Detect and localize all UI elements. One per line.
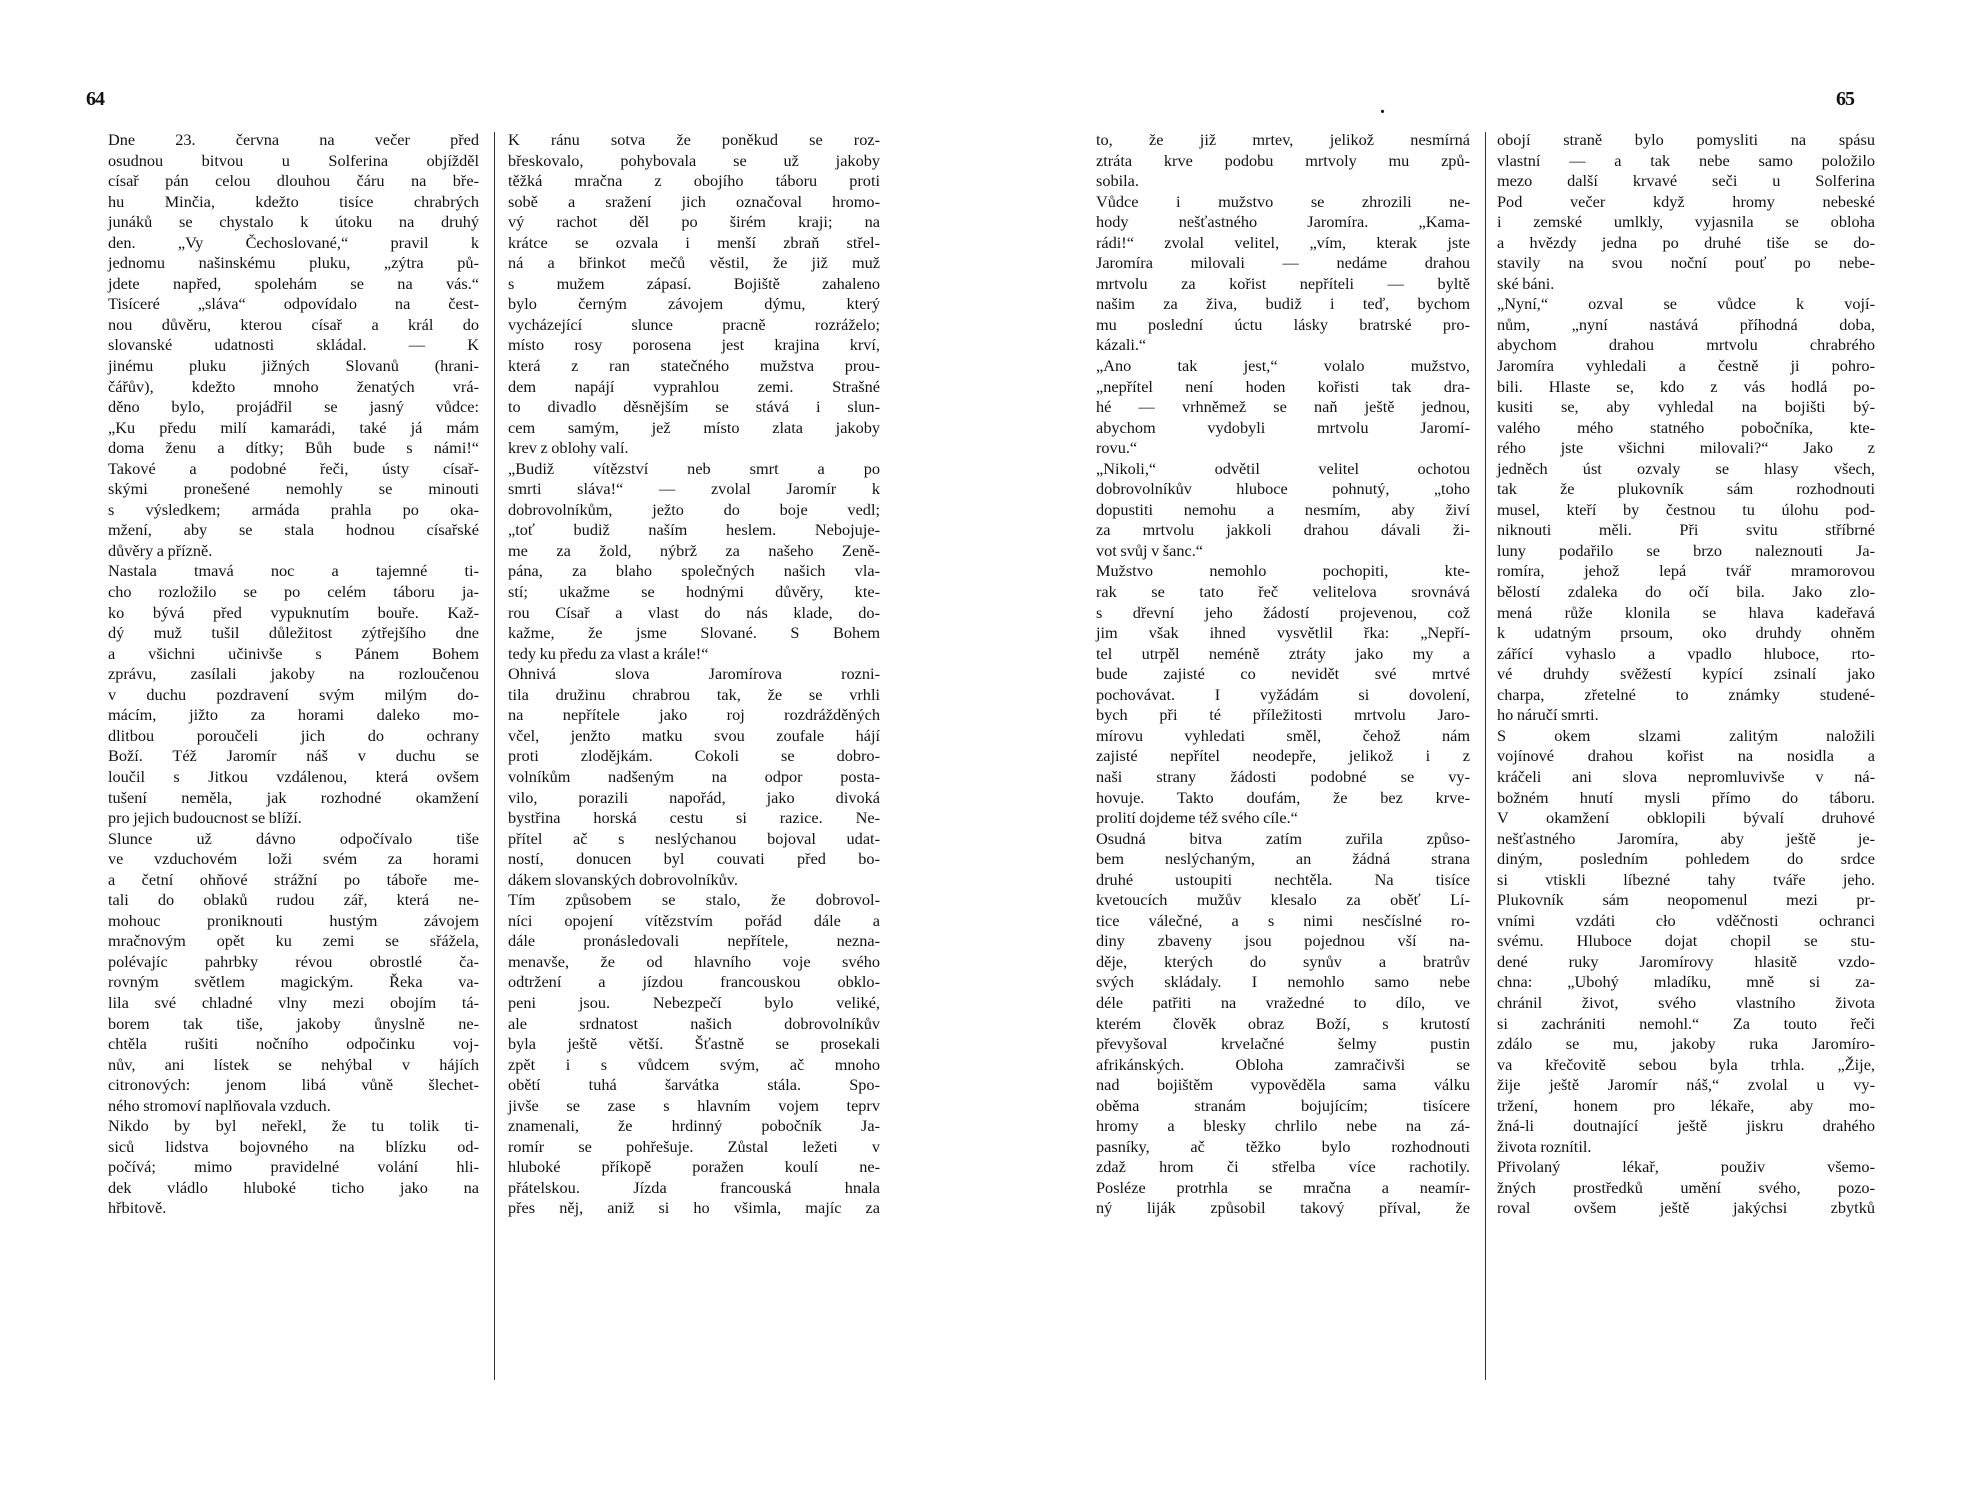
text-line: za mrtvolu jakkoli drahou dávali ži- bbox=[1096, 520, 1470, 540]
text-line: ho náručí smrti. bbox=[1497, 705, 1599, 725]
text-line: mžení, aby se stala hodnou císařské bbox=[108, 520, 479, 540]
text-line: místo rosy porosena jest krajina krví, bbox=[508, 335, 880, 355]
text-line: hé — vrhněmež se naň ještě jednou, bbox=[1096, 397, 1470, 417]
text-line: hluboké příkopě poražen koulí ne- bbox=[508, 1157, 880, 1177]
text-line: ností, donucen byl couvati před bo- bbox=[508, 849, 880, 869]
text-line: tila družinu chrabrou tak, že se vrhli bbox=[508, 684, 880, 704]
text-line: kázali.“ bbox=[1096, 335, 1147, 355]
text-line: ko bývá před vypuknutím bouře. Kaž- bbox=[108, 602, 479, 622]
text-line: božném hnutí mysli přímo do táboru. bbox=[1497, 787, 1875, 807]
text-line: nou důvěru, kterou císař a král do bbox=[108, 314, 479, 334]
text-line: romír se pohřešuje. Zůstal ležeti v bbox=[508, 1136, 880, 1156]
text-line: vními vzdáti cło vděčnosti ochranci bbox=[1497, 910, 1875, 930]
text-line: žných prostředků umění svého, pozo- bbox=[1497, 1177, 1875, 1197]
text-line: s mužem zápasí. Bojiště zahaleno bbox=[508, 273, 880, 293]
text-line: Osudná bitva zatím zuřila způso- bbox=[1096, 828, 1470, 848]
text-line: niknouti měli. Při svitu stříbrné bbox=[1497, 520, 1875, 540]
text-line: musel, kteří by čestnou tu úlohu pod- bbox=[1497, 499, 1875, 519]
text-line: osudnou bitvou u Solferina objížděl bbox=[108, 150, 479, 170]
text-line: tali do oblaků rudou zář, která ne- bbox=[108, 890, 479, 910]
text-line: Nastala tmavá noc a tajemné ti- bbox=[108, 561, 479, 581]
text-line: chtěla rušiti nočního odpočinku voj- bbox=[108, 1034, 479, 1054]
text-line: dobrovolníkům, ježto do boje vedl; bbox=[508, 499, 880, 519]
text-line: bylo černým závojem dýmu, který bbox=[508, 294, 880, 314]
text-line: Dne 23. června na večer před bbox=[108, 130, 479, 149]
text-line: ného stromoví naplňovala vzduch. bbox=[108, 1095, 331, 1115]
text-line: „nepřítel není hoden kořisti tak dra- bbox=[1096, 376, 1470, 396]
text-line: rovným světlem magickým. Řeka va- bbox=[108, 972, 479, 992]
text-line: tel utrpěl neméně ztráty jako my a bbox=[1096, 643, 1470, 663]
text-line: dý muž tušil důležitost zýtřejšího dne bbox=[108, 623, 479, 643]
text-line: císař pán celou dlouhou čáru na bře- bbox=[108, 171, 479, 191]
text-line: abychom vydobyli mrtvolu Jaromí- bbox=[1096, 417, 1470, 437]
text-line: zajisté nepřítel neodepře, jelikož i z bbox=[1096, 746, 1470, 766]
text-line: druhé ustoupiti nechtěla. Na tisíce bbox=[1096, 869, 1470, 889]
text-line: pro jejich budoucnost se blíží. bbox=[108, 808, 302, 828]
text-line: zdaž hrom či střelba více rachotily. bbox=[1096, 1157, 1470, 1177]
text-line: hody nešťastného Jaromíra. „Kama- bbox=[1096, 212, 1470, 232]
text-line: junáků se chystalo k útoku na druhý bbox=[108, 212, 479, 232]
text-line: nům, „nyní nastává příhodná doba, bbox=[1497, 314, 1875, 334]
text-line: cem samým, jež místo zlata jakoby bbox=[508, 417, 880, 437]
text-line: obětí tuhá šarvátka stála. Spo- bbox=[508, 1075, 880, 1095]
text-line: dopustiti nemohu a nesmím, aby živí bbox=[1096, 499, 1470, 519]
text-line: doma ženu a dítky; Bůh bude s námi!“ bbox=[108, 438, 479, 458]
text-line: kusiti se, aby vyhledal na bojišti bý- bbox=[1497, 397, 1875, 417]
text-line: tedy ku předu za vlast a krále!“ bbox=[508, 643, 709, 663]
text-line: počívá; mimo pravidelné volání hli- bbox=[108, 1157, 479, 1177]
text-line: děno bylo, projádřil se jasný vůdce: bbox=[108, 397, 479, 417]
text-line: mírovu vyhledati směl, čehož nám bbox=[1096, 725, 1470, 745]
text-line: siců lidstva bojovného na blízku od- bbox=[108, 1136, 479, 1156]
text-line: Mužstvo nemohlo pochopiti, kte- bbox=[1096, 561, 1470, 581]
text-line: S okem slzami zalitým naložili bbox=[1497, 725, 1875, 745]
text-line: jim však ihned vysvětlil řka: „Nepří- bbox=[1096, 623, 1470, 643]
text-line: byla ještě větší. Šťastně se prosekali bbox=[508, 1034, 880, 1054]
text-line: jedněch úst ozvaly se hlasy všech, bbox=[1497, 458, 1875, 478]
text-line: zdálo se mu, jakoby ruka Jaromíro- bbox=[1497, 1034, 1875, 1054]
text-line: přátelskou. Jízda francouská hnala bbox=[508, 1177, 880, 1197]
text-line: zářící vyhaslo a vpadlo hluboce, rto- bbox=[1497, 643, 1875, 663]
text-line: Tím způsobem se stalo, že dobrovol- bbox=[508, 890, 880, 910]
text-line: dem napájí vyprahlou zemi. Strašné bbox=[508, 376, 880, 396]
text-line: a hvězdy jedna po druhé tiše se do- bbox=[1497, 232, 1875, 252]
text-line: kterém člověk obraz Boží, s krutostí bbox=[1096, 1013, 1470, 1033]
text-line: tušení neměla, jak rozhodné okamžení bbox=[108, 787, 479, 807]
text-line: nův, ani lístek se nehýbal v hájích bbox=[108, 1054, 479, 1074]
text-line: mohouc proniknouti hustým závojem bbox=[108, 910, 479, 930]
text-line: sobila. bbox=[1096, 171, 1139, 191]
text-line: skými pronešené nemohly se minouti bbox=[108, 479, 479, 499]
right-page-number: 65 bbox=[1836, 88, 1854, 110]
text-line: mácím, jižto za horami daleko mo- bbox=[108, 705, 479, 725]
text-line: a četní ohňové strážní po táboře me- bbox=[108, 869, 479, 889]
text-line: pána, za blaho společných našich vla- bbox=[508, 561, 880, 581]
text-line: svých skládaly. I nemohlo samo nebe bbox=[1096, 972, 1470, 992]
text-line: jivše se zase s hlavním vojem teprv bbox=[508, 1095, 880, 1115]
text-line: a všichni učinivše s Pánem Bohem bbox=[108, 643, 479, 663]
text-line: Ohnivá slova Jaromírova rozni- bbox=[508, 664, 880, 684]
text-line: vilo, porazili napořád, jako divoká bbox=[508, 787, 880, 807]
text-line: Posléze protrhla se mračna a neamír- bbox=[1096, 1177, 1470, 1197]
text-line: rádi!“ zvolal velitel, „vím, kterak jste bbox=[1096, 232, 1470, 252]
text-line: mrtvolu za kořist nepříteli — byltě bbox=[1096, 273, 1470, 293]
text-line: bych při té příležitosti mrtvolu Jaro- bbox=[1096, 705, 1470, 725]
text-line: ale srdnatost našich dobrovolníkův bbox=[508, 1013, 880, 1033]
text-line: „Nyní,“ ozval se vůdce k vojí- bbox=[1497, 294, 1875, 314]
text-line: mračnovým opět ku zemi se sřážela, bbox=[108, 931, 479, 951]
text-line: lila své chladné vlny mezi obojím tá- bbox=[108, 992, 479, 1012]
text-line: ný liják způsobil takový příval, že bbox=[1096, 1198, 1470, 1218]
text-line: Slunce už dávno odpočívalo tiše bbox=[108, 828, 479, 848]
text-line: abychom drahou mrtvolu chrabrého bbox=[1497, 335, 1875, 355]
text-line: déle patřiti na vražedné to dílo, ve bbox=[1096, 992, 1470, 1012]
text-line: chna: „Ubohý mladíku, mně si za- bbox=[1497, 972, 1875, 992]
text-line: čářův), kdežto mnoho ženatých vrá- bbox=[108, 376, 479, 396]
text-line: převyšoval krvelačné šelmy pustin bbox=[1096, 1034, 1470, 1054]
text-line: níci opojení vítězstvím pořád dále a bbox=[508, 910, 880, 930]
text-line: bem neslýchaným, an žádná strana bbox=[1096, 849, 1470, 869]
text-line: Jaromíra vyhledali a čestně ji pohro- bbox=[1497, 356, 1875, 376]
text-line: naši strany žádosti podobné se vy- bbox=[1096, 766, 1470, 786]
text-line: tak že plukovník sám rozhodnouti bbox=[1497, 479, 1875, 499]
text-line: s výsledkem; armáda prahla po oka- bbox=[108, 499, 479, 519]
text-line: den. „Vy Čechoslované,“ pravil k bbox=[108, 232, 479, 252]
text-line: nešťastného Jaromíra, aby ještě je- bbox=[1497, 828, 1875, 848]
text-line: borem tak tiše, jakoby ůnyslně ne- bbox=[108, 1013, 479, 1033]
text-line: „toť budiž naším heslem. Nebojuje- bbox=[508, 520, 880, 540]
text-line: rovu.“ bbox=[1096, 438, 1138, 458]
text-line: v duchu pozdravení svým milým do- bbox=[108, 684, 479, 704]
text-line: Nikdo by byl neřekl, že tu tolik ti- bbox=[108, 1116, 479, 1136]
text-line: svému. Hluboce dojat chopil se stu- bbox=[1497, 931, 1875, 951]
text-line: našim za živa, budiž i teď, bychom bbox=[1096, 294, 1470, 314]
text-line: rak se tato řeč velitelova srovnává bbox=[1096, 582, 1470, 602]
left-page-number: 64 bbox=[86, 88, 104, 110]
text-line: Jaromíra milovali — nedáme drahou bbox=[1096, 253, 1470, 273]
text-line: Tisíceré „sláva“ odpovídalo na čest- bbox=[108, 294, 479, 314]
text-line: ztráta krve podobu mrtvoly mu způ- bbox=[1096, 150, 1470, 170]
text-line: mezo další krvavé seči u Solferina bbox=[1497, 171, 1875, 191]
text-line: V okamžení obklopili bývalí druhové bbox=[1497, 808, 1875, 828]
text-line: diny zbaveny jsou pojednou vší na- bbox=[1096, 931, 1470, 951]
text-line: kráčeli ani slova nepromluvivše v ná- bbox=[1497, 766, 1875, 786]
text-line: si zachrániti nemohl.“ Za touto řeči bbox=[1497, 1013, 1875, 1033]
text-line: hromy a blesky chrlilo nebe na zá- bbox=[1096, 1116, 1470, 1136]
text-line: Takové a podobné řeči, ústy císař- bbox=[108, 458, 479, 478]
text-line: vojínové drahou kořist na nosidla a bbox=[1497, 746, 1875, 766]
text-line: krátce se ozvala i menší zbraň střel- bbox=[508, 232, 880, 252]
text-line: vycházející slunce pracně rozráželo; bbox=[508, 314, 880, 334]
text-line: dek vládlo hluboké ticho jako na bbox=[108, 1177, 479, 1197]
left-page-column-rule bbox=[494, 132, 495, 1380]
text-line: rou Císař a vlast do nás klade, do- bbox=[508, 602, 880, 622]
gutter-mark: . bbox=[1380, 96, 1385, 118]
text-line: hovuje. Takto doufám, že bez krve- bbox=[1096, 787, 1470, 807]
text-line: peni jsou. Nebezpečí bylo veliké, bbox=[508, 992, 880, 1012]
text-line: vý rachot děl po širém kraji; na bbox=[508, 212, 880, 232]
text-line: luny podařilo se brzo naleznouti Ja- bbox=[1497, 540, 1875, 560]
text-line: odtržení a jízdou francouskou obklo- bbox=[508, 972, 880, 992]
text-line: proti zlodějkám. Cokoli se dobro- bbox=[508, 746, 880, 766]
text-line: děje, kterých do synův a bratrův bbox=[1096, 951, 1470, 971]
text-line: dobrovolníkův hluboce pohnutý, „toho bbox=[1096, 479, 1470, 499]
text-line: na nepřítele jako roj rozdrážděných bbox=[508, 705, 880, 725]
text-line: Boží. Též Jaromír náš v duchu se bbox=[108, 746, 479, 766]
text-line: života roznítil. bbox=[1497, 1136, 1592, 1156]
text-line: zpět i s vůdcem svým, ač mnoho bbox=[508, 1054, 880, 1074]
text-line: pasníky, ač těžko bylo rozhodnouti bbox=[1096, 1136, 1470, 1156]
text-line: která z ran statečného mužstva prou- bbox=[508, 356, 880, 376]
left-page-column-2 bbox=[508, 130, 880, 1219]
text-line: znamenali, že hrdinný pobočník Ja- bbox=[508, 1116, 880, 1136]
text-line: vot svůj v šanc.“ bbox=[1096, 540, 1204, 560]
text-line: těžká mračna z obojího táboru proti bbox=[508, 171, 880, 191]
text-line: to, že již mrtev, jelikož nesmírná bbox=[1096, 130, 1470, 149]
text-line: přítel ač s neslýchanou bojoval udat- bbox=[508, 828, 880, 848]
right-page-column-1 bbox=[1096, 130, 1470, 1219]
right-page-column-rule bbox=[1485, 132, 1486, 1380]
text-line: hu Minčia, kdežto tisíce chrabrých bbox=[108, 191, 479, 211]
text-line: bili. Hlaste se, kdo z vás hodlá po- bbox=[1497, 376, 1875, 396]
text-line: smrti sláva!“ — zvolal Jaromír k bbox=[508, 479, 880, 499]
text-line: důvěry a přízně. bbox=[108, 540, 213, 560]
text-line: citronových: jenom libá vůně šlechet- bbox=[108, 1075, 479, 1095]
text-line: „Ku předu milí kamarádi, také já mám bbox=[108, 417, 479, 437]
text-line: bystřina horská cestu si razice. Ne- bbox=[508, 808, 880, 828]
text-line: vé druhdy svěžestí kypící zsinalí jako bbox=[1497, 664, 1875, 684]
text-line: mená růže klonila se hlava kadeřavá bbox=[1497, 602, 1875, 622]
text-line: loučil s Jitkou vzdálenou, která ovšem bbox=[108, 766, 479, 786]
text-line: s dřevní jeho žádostí projevenou, což bbox=[1096, 602, 1470, 622]
text-line: valého mého statného pobočníka, kte- bbox=[1497, 417, 1875, 437]
text-line: ná a břinkot mečů věstil, že již muž bbox=[508, 253, 880, 273]
text-line: Plukovník sám neopomenul mezi pr- bbox=[1497, 890, 1875, 910]
text-line: diným, posledním pohledem do srdce bbox=[1497, 849, 1875, 869]
text-line: „Nikoli,“ odvětil velitel ochotou bbox=[1096, 458, 1470, 478]
text-line: K ránu sotva že poněkud se roz- bbox=[508, 130, 880, 149]
text-line: břeskovalo, pohybovala se už jakoby bbox=[508, 150, 880, 170]
text-line: charpa, zřetelné to známky studené- bbox=[1497, 684, 1875, 704]
text-line: romíra, jehož lepá tvář mramorovou bbox=[1497, 561, 1875, 581]
text-line: hřbitově. bbox=[108, 1198, 167, 1218]
text-line: „Ano tak jest,“ volalo mužstvo, bbox=[1096, 356, 1470, 376]
text-line: bude zajisté co nevidět své mrtvé bbox=[1096, 664, 1470, 684]
text-line: ve vzduchovém loži svém za horami bbox=[108, 849, 479, 869]
text-line: k udatným prsoum, oko druhdy ohněm bbox=[1497, 623, 1875, 643]
text-line: přes něj, aniž si ho všimla, majíc za bbox=[508, 1198, 880, 1218]
text-line: Přivolaný lékař, použiv všemo- bbox=[1497, 1157, 1875, 1177]
text-line: polévajíc pahrbky révou obrostlé ča- bbox=[108, 951, 479, 971]
text-line: roval ovšem ještě jakýchsi zbytků bbox=[1497, 1198, 1875, 1218]
text-line: slovanské udatnosti skládal. — K bbox=[108, 335, 479, 355]
text-line: ské báni. bbox=[1497, 273, 1555, 293]
text-line: dlitbou poroučeli jich do ochrany bbox=[108, 725, 479, 745]
right-page-column-2 bbox=[1497, 130, 1875, 1219]
left-page-column-1 bbox=[108, 130, 479, 1219]
text-line: jdete napřed, spolehám se na vás.“ bbox=[108, 273, 479, 293]
text-line: va křečovitě sebou byla trhla. „Žije, bbox=[1497, 1054, 1875, 1074]
text-line: rého jste všichni milovali?“ Jako z bbox=[1497, 438, 1875, 458]
text-line: stí; ukažme se hodnými důvěry, kte- bbox=[508, 582, 880, 602]
text-line: bělostí zdaleka do očí bila. Jako zlo- bbox=[1497, 582, 1875, 602]
text-line: sobě a sražení jich označoval hromo- bbox=[508, 191, 880, 211]
text-line: chránil život, svého vlastního života bbox=[1497, 992, 1875, 1012]
text-line: žije ještě Jaromír náš,“ zvolal u vy- bbox=[1497, 1075, 1875, 1095]
text-line: mu poslední úctu lásky bratrské pro- bbox=[1096, 314, 1470, 334]
text-line: pochovávat. I vyžádám si dovolení, bbox=[1096, 684, 1470, 704]
text-line: menavše, že od hlavního voje svého bbox=[508, 951, 880, 971]
text-line: volníkům nadšeným na odpor posta- bbox=[508, 766, 880, 786]
text-line: krev z oblohy valí. bbox=[508, 438, 629, 458]
text-line: Pod večer když hromy nebeské bbox=[1497, 191, 1875, 211]
text-line: prolití dojdeme též svého cíle.“ bbox=[1096, 808, 1298, 828]
text-line: kvetoucích mužův klesalo za oběť Lí- bbox=[1096, 890, 1470, 910]
text-line: stavily na svou noční pouť po nebe- bbox=[1497, 253, 1875, 273]
text-line: tice válečné, a s nimi nesčíslné ro- bbox=[1096, 910, 1470, 930]
text-line: zprávu, zasílali jakoby na rozloučenou bbox=[108, 664, 479, 684]
text-line: jednomu našinskému pluku, „zýtra pů- bbox=[108, 253, 479, 273]
text-line: žná-li doutnající ještě jiskru drahého bbox=[1497, 1116, 1875, 1136]
text-line: dené ruky Jaromírovy hlasitě vzdo- bbox=[1497, 951, 1875, 971]
text-line: jinému pluku jižných Slovanů (hrani- bbox=[108, 356, 479, 376]
text-line: me za žold, nýbrž za našeho Zeně- bbox=[508, 540, 880, 560]
text-line: dále pronásledovali nepřítele, nezna- bbox=[508, 931, 880, 951]
text-line: i zemské umlkly, vyjasnila se obloha bbox=[1497, 212, 1875, 232]
text-line: tržení, honem pro lékaře, aby mo- bbox=[1497, 1095, 1875, 1115]
text-line: dákem slovanských dobrovolníkův. bbox=[508, 869, 738, 889]
text-line: obojí straně bylo pomysliti na spásu bbox=[1497, 130, 1875, 149]
text-line: afrikánských. Obloha zamračivši se bbox=[1096, 1054, 1470, 1074]
text-line: včel, jenžto matku svou zoufale hájí bbox=[508, 725, 880, 745]
text-line: vlastní — a tak nebe samo položilo bbox=[1497, 150, 1875, 170]
text-line: to divadlo děsnějším se stává i slun- bbox=[508, 397, 880, 417]
text-line: cho rozložilo se po celém táboru ja- bbox=[108, 582, 479, 602]
text-line: „Budiž vítězství neb smrt a po bbox=[508, 458, 880, 478]
text-line: Vůdce i mužstvo se zhrozili ne- bbox=[1096, 191, 1470, 211]
text-line: si vtiskli líbezné tahy tváře jeho. bbox=[1497, 869, 1875, 889]
text-line: nad bojištěm vypověděla sama válku bbox=[1096, 1075, 1470, 1095]
text-line: kažme, že jsme Slované. S Bohem bbox=[508, 623, 880, 643]
text-line: oběma stranám bojujícím; tisícere bbox=[1096, 1095, 1470, 1115]
